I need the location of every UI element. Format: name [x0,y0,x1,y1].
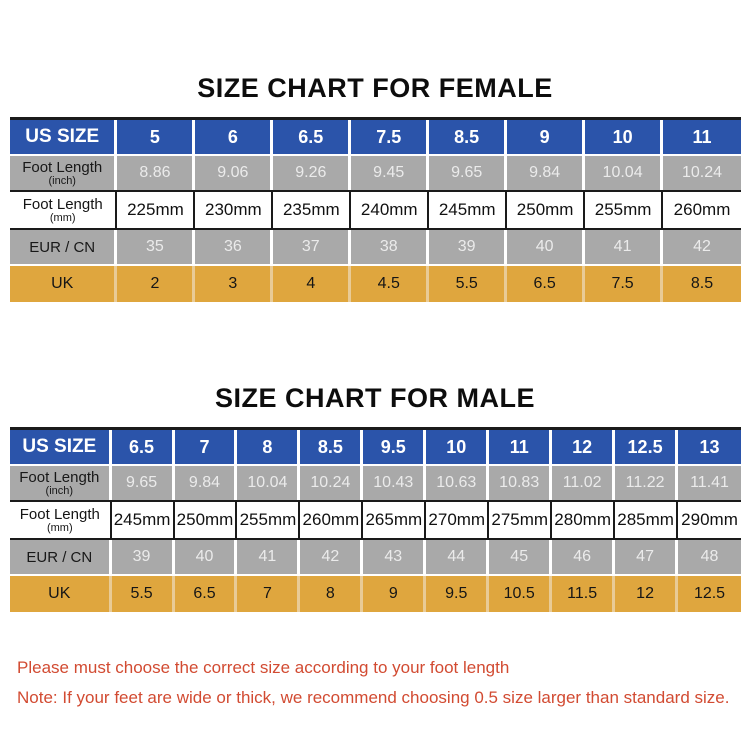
value-cell [615,576,678,612]
cell-value: 8 [325,585,335,602]
value-cell [175,502,238,538]
cell-value: 10.24 [682,164,723,181]
row-label: US SIZE [22,436,97,457]
cell-value: 13 [699,436,720,457]
value-cell [507,192,585,228]
value-cell [273,156,351,190]
value-cell [663,192,741,228]
value-cell [426,466,489,500]
cell-value: 43 [384,548,403,565]
cell-value: 8.5 [317,436,343,457]
row-label: Foot Length [19,468,100,486]
value-cell [363,576,426,612]
cell-value: 12 [636,585,654,602]
value-cell [363,540,426,574]
value-cell [429,266,507,302]
cell-value: 42 [693,238,711,255]
cell-value: 6.5 [533,275,556,292]
row-label: EUR / CN [26,548,93,566]
cell-value: 9.65 [451,164,483,181]
cell-value: 260mm [673,200,731,219]
female-chart-title: SIZE CHART FOR FEMALE [197,73,553,103]
cell-value: 3 [228,275,238,292]
value-cell [507,230,585,264]
value-cell [615,430,678,464]
cell-value: 41 [613,238,632,255]
value-cell [678,502,741,538]
row-label-cell [10,502,112,538]
cell-value: 275mm [491,510,549,529]
value-cell [426,502,489,538]
cell-value: 38 [379,238,398,255]
row-label-cell [10,120,117,154]
value-cell [112,430,175,464]
value-cell [351,156,429,190]
cell-value: 245mm [113,510,171,529]
row-label-cell [10,192,117,228]
value-cell [117,120,195,154]
value-cell [663,120,741,154]
row-label: Foot Length [22,158,103,176]
value-cell [363,502,426,538]
table-row [10,500,741,540]
value-cell [363,430,426,464]
value-cell [585,230,663,264]
table-row [10,466,741,500]
value-cell [489,466,552,500]
cell-value: 37 [301,238,320,255]
footnote-wide-feet: Note: If your feet are wide or thick, we recommend choosing 0.5 size larger than standard size. [17,688,730,707]
cell-value: 11.41 [690,474,729,491]
male-chart-title: SIZE CHART FOR MALE [215,383,535,413]
value-cell [489,540,552,574]
value-cell [195,192,273,228]
cell-value: 11 [509,436,529,457]
value-cell [112,540,175,574]
table-row [10,576,741,612]
cell-value: 9.5 [445,585,468,602]
footnote-choose-size: Please must choose the correct size according to your foot length [17,658,510,677]
value-cell [615,540,678,574]
table-row [10,120,741,156]
cell-value: 5.5 [455,275,478,292]
cell-value: 250mm [176,510,234,529]
cell-value: 9.45 [373,164,405,181]
cell-value: 9.65 [125,474,158,491]
value-cell [300,540,363,574]
table-row [10,156,741,190]
cell-value: 6.5 [193,585,216,602]
row-sublabel: (mm) [49,211,76,224]
value-cell [175,576,238,612]
cell-value: 46 [573,548,592,565]
value-cell [300,576,363,612]
cell-value: 10.04 [602,164,643,181]
table-row [10,230,741,266]
cell-value: 48 [700,548,719,565]
cell-value: 9.5 [380,436,406,457]
cell-value: 280mm [554,510,611,529]
cell-value: 40 [535,238,554,255]
cell-value: 10.04 [247,474,288,491]
row-label-cell [10,430,112,464]
row-label-cell [10,156,117,190]
value-cell [585,192,663,228]
value-cell [195,156,273,190]
row-label-cell [10,576,112,612]
cell-value: 9.06 [217,164,249,181]
cell-value: 9 [539,126,550,147]
cell-value: 6.5 [298,126,324,147]
value-cell [663,230,741,264]
cell-value: 7.5 [376,126,402,147]
cell-value: 6 [227,126,238,147]
cell-value: 36 [223,238,242,255]
cell-value: 260mm [302,510,360,529]
value-cell [273,192,351,228]
cell-value: 10.43 [373,474,414,491]
value-cell [363,466,426,500]
cell-value: 11.02 [562,474,602,491]
value-cell [585,266,663,302]
value-cell [237,540,300,574]
cell-value: 10.83 [499,474,540,491]
cell-value: 7.5 [611,275,634,292]
cell-value: 45 [510,548,529,565]
value-cell [117,192,195,228]
cell-value: 5 [149,126,160,147]
value-cell [112,502,175,538]
row-label: UK [51,275,74,292]
cell-value: 290mm [681,510,738,529]
table-row [10,266,741,302]
value-cell [112,576,175,612]
cell-value: 41 [258,548,277,565]
value-cell [489,502,552,538]
cell-value: 8.86 [139,164,171,181]
cell-value: 7 [199,436,210,457]
value-cell [237,502,300,538]
cell-value: 225mm [127,200,184,219]
value-cell [117,230,195,264]
cell-value: 12.5 [693,585,726,602]
male-size-table [10,427,741,612]
value-cell [429,120,507,154]
value-cell [552,576,615,612]
cell-value: 4 [306,275,316,292]
cell-value: 245mm [438,200,496,219]
cell-value: 8.5 [454,126,480,147]
row-label-cell [10,540,112,574]
cell-value: 270mm [428,510,486,529]
cell-value: 265mm [365,510,423,529]
value-cell [175,540,238,574]
value-cell [273,266,351,302]
cell-value: 47 [636,548,654,565]
cell-value: 9 [388,585,398,602]
row-sublabel: (inch) [48,174,76,187]
cell-value: 230mm [205,200,262,219]
value-cell [237,466,300,500]
cell-value: 2 [150,275,160,292]
value-cell [351,120,429,154]
cell-value: 39 [132,548,151,565]
cell-value: 39 [457,238,476,255]
value-cell [507,266,585,302]
value-cell [426,540,489,574]
value-cell [237,576,300,612]
cell-value: 5.5 [130,585,153,602]
table-row [10,540,741,576]
value-cell [300,502,363,538]
row-label-cell [10,266,117,302]
cell-value: 6.5 [129,436,155,457]
value-cell [300,430,363,464]
value-cell [615,502,678,538]
value-cell [552,466,615,500]
cell-value: 10.63 [436,474,477,491]
row-label: UK [48,585,71,602]
value-cell [552,430,615,464]
value-cell [300,466,363,500]
value-cell [175,430,238,464]
cell-value: 4.5 [377,275,400,292]
value-cell [615,466,678,500]
value-cell [426,576,489,612]
row-sublabel: (inch) [45,484,74,497]
cell-value: 8 [262,436,273,457]
value-cell [273,120,351,154]
value-cell [195,266,273,302]
value-cell [429,156,507,190]
cell-value: 10.5 [503,585,535,602]
cell-value: 44 [447,548,466,565]
cell-value: 285mm [617,510,674,529]
cell-value: 12.5 [627,436,663,457]
value-cell [678,576,741,612]
cell-value: 42 [321,548,340,565]
cell-value: 10.24 [310,474,351,491]
row-sublabel: (mm) [46,521,73,534]
female-size-table [10,117,741,302]
value-cell [195,230,273,264]
value-cell [678,540,741,574]
cell-value: 10 [612,126,633,147]
value-cell [117,266,195,302]
value-cell [585,120,663,154]
cell-value: 8.5 [690,275,714,292]
value-cell [489,430,552,464]
value-cell [237,430,300,464]
value-cell [429,230,507,264]
value-cell [552,540,615,574]
table-row [10,190,741,230]
row-label: Foot Length [22,195,103,213]
cell-value: 11.22 [625,474,665,491]
value-cell [429,192,507,228]
cell-value: 255mm [594,200,652,219]
cell-value: 250mm [516,200,574,219]
row-label: EUR / CN [29,238,96,256]
cell-value: 35 [146,238,164,255]
cell-value: 11 [692,126,712,147]
row-label-cell [10,230,117,264]
cell-value: 9.84 [188,474,221,491]
cell-value: 10 [446,436,467,457]
value-cell [507,156,585,190]
row-label: Foot Length [19,505,100,523]
value-cell [195,120,273,154]
cell-value: 255mm [239,510,297,529]
value-cell [663,156,741,190]
value-cell [678,466,741,500]
cell-value: 9.26 [295,164,327,181]
value-cell [112,466,175,500]
cell-value: 235mm [282,200,340,219]
cell-value: 40 [195,548,214,565]
value-cell [351,192,429,228]
value-cell [273,230,351,264]
value-cell [117,156,195,190]
cell-value: 12 [572,436,593,457]
value-cell [426,430,489,464]
value-cell [507,120,585,154]
value-cell [552,502,615,538]
cell-value: 7 [262,585,272,602]
value-cell [663,266,741,302]
cell-value: 9.84 [529,164,561,181]
value-cell [585,156,663,190]
value-cell [351,230,429,264]
row-label: US SIZE [25,126,100,147]
table-row [10,430,741,466]
value-cell [489,576,552,612]
value-cell [175,466,238,500]
footnotes [17,653,736,713]
cell-value: 240mm [360,200,418,219]
value-cell [678,430,741,464]
cell-value: 11.5 [567,585,598,602]
value-cell [351,266,429,302]
row-label-cell [10,466,112,500]
